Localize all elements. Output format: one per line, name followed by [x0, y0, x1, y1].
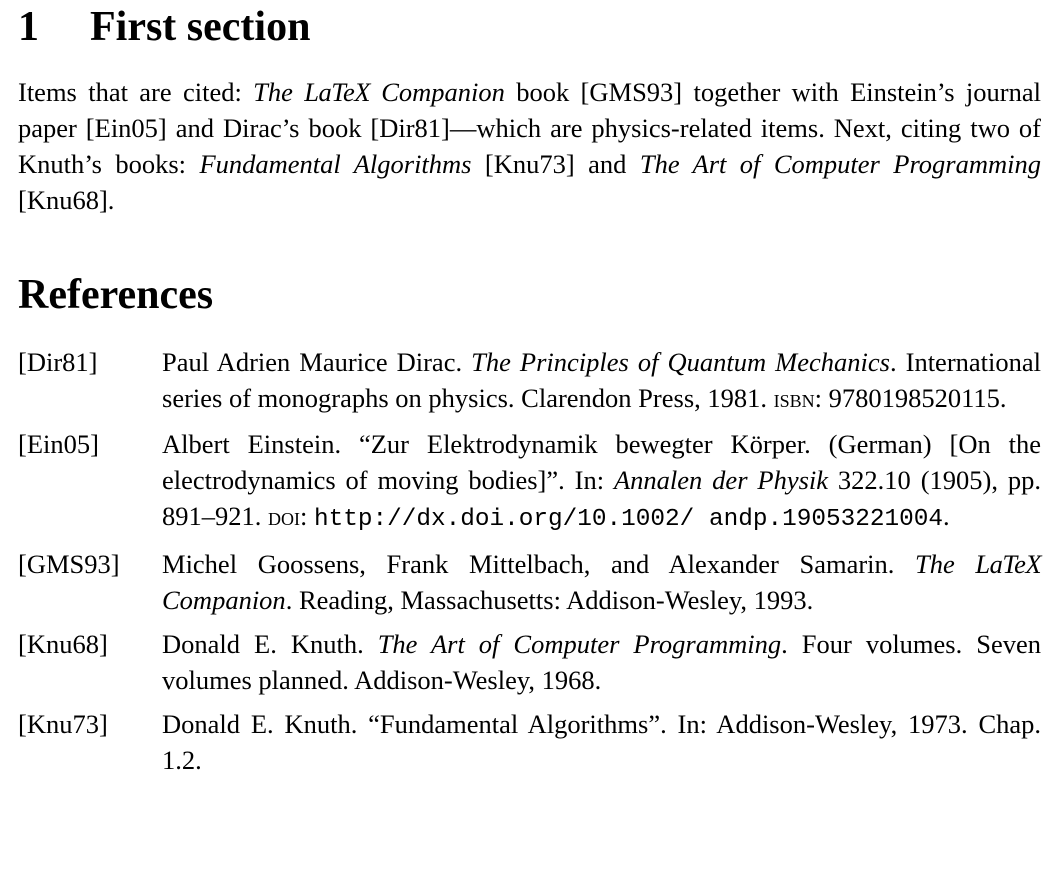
- text: Donald E. Knuth. “Fundamental Algorithms”. In: Addison-Wesley, 1973. Chap. 1.2.: [162, 709, 1041, 775]
- reference-text: [162, 426, 1041, 538]
- italic-text: The Art of Computer Programming: [377, 629, 782, 659]
- reference-text: [162, 546, 1041, 618]
- italic-text: The: [253, 77, 305, 107]
- text: :: [300, 501, 314, 531]
- reference-label: [Ein05]: [18, 429, 99, 459]
- section-title: First section: [90, 4, 311, 50]
- italic-text: The Art of Computer Programming: [639, 149, 1041, 179]
- text: 322.10 (1905), pp. 891–921.: [162, 465, 1041, 531]
- text: . Reading, Massachusetts: Addison-Wesley, 1993.: [285, 585, 814, 615]
- reference-entry: [18, 344, 1041, 418]
- section-number: 1: [18, 4, 39, 50]
- text: . Four volumes. Seven volumes planned. Addison-Wesley, 1968.: [162, 629, 1042, 695]
- text: : 9780198520115.: [814, 383, 1007, 413]
- reference-text: [162, 706, 1041, 778]
- reference-label: [Dir81]: [18, 347, 98, 377]
- reference-list: [18, 344, 1041, 778]
- italic-text: Annalen der Physik: [613, 465, 829, 495]
- text: Donald E. Knuth.: [162, 629, 378, 659]
- text: book [GMS93] together with Einstein’s journal paper [Ein05] and Dirac’s book [Dir81]—which are physics-related items. Next, citing two of Knuth’s books:: [18, 77, 1041, 179]
- latex-logo: LaTeX: [975, 549, 1042, 579]
- reference-entry: [18, 426, 1041, 538]
- smallcaps-text: doi: [268, 504, 300, 531]
- reference-label: [Knu73]: [18, 709, 108, 739]
- text: [Knu73] and: [471, 149, 640, 179]
- italic-text: The: [915, 549, 976, 579]
- text: Paul Adrien Maurice Dirac.: [162, 347, 472, 377]
- text: Items that are cited:: [18, 77, 254, 107]
- smallcaps-text: isbn: [773, 386, 815, 413]
- section-heading: [18, 2, 1041, 52]
- latex-logo: LaTeX: [304, 77, 370, 107]
- italic-text: Companion: [162, 585, 286, 615]
- text: [Knu68].: [18, 185, 115, 215]
- references-heading: References: [18, 272, 214, 318]
- body-paragraph: [18, 74, 1041, 218]
- reference-text: [162, 626, 1041, 698]
- reference-entry: [18, 546, 1041, 618]
- text: Albert Einstein. “Zur Elektrodynamik bewegter Körper. (German) [On the electrodynamics of moving bodies]”. In:: [162, 429, 1041, 495]
- reference-label: [Knu68]: [18, 629, 108, 659]
- reference-text: [162, 344, 1041, 418]
- italic-text: The Principles of Quantum Mechanics: [471, 347, 890, 377]
- reference-entry: [18, 626, 1041, 698]
- reference-entry: [18, 706, 1041, 778]
- italic-text: Companion: [369, 77, 505, 107]
- url-text[interactable]: http://dx.doi.org/10.1002/ andp.19053221004: [314, 506, 943, 533]
- text: .: [942, 501, 950, 531]
- italic-text: Fundamental Algorithms: [199, 149, 472, 179]
- text: Michel Goossens, Frank Mittelbach, and Alexander Samarin.: [162, 549, 916, 579]
- reference-label: [GMS93]: [18, 549, 120, 579]
- text: . International series of monographs on physics. Clarendon Press, 1981.: [162, 347, 1042, 413]
